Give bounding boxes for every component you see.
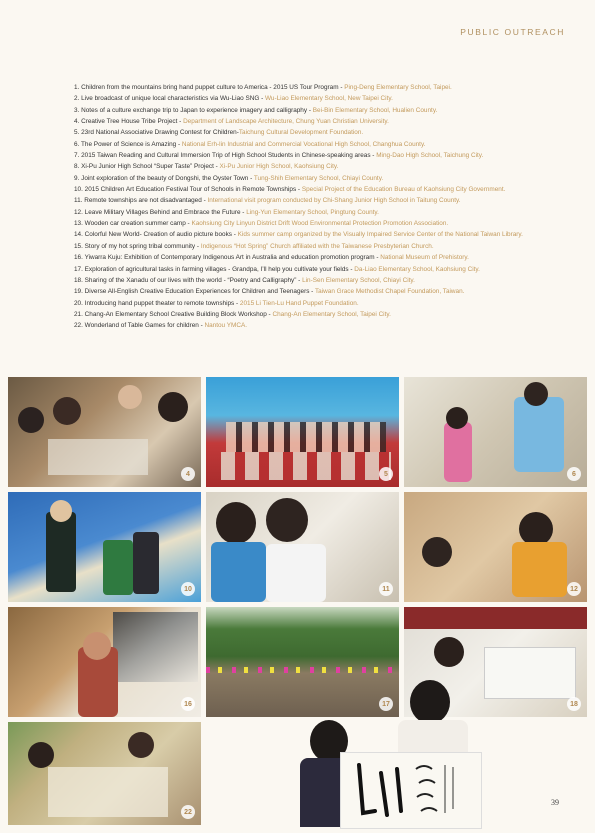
list-item: 20. Introducing hand puppet theater to remote townships - 2015 Li Tien-Lu Hand Puppet Foundation. (74, 299, 359, 307)
photo-22 (8, 722, 201, 825)
list-item: 12. Leave Military Villages Behind and Embrace the Future - Ling-Yun Elementary School, Pingtung County. (74, 208, 379, 216)
photo-10 (8, 492, 201, 602)
photo-number-badge: 5 (379, 467, 393, 481)
photo-number-badge: 11 (379, 582, 393, 596)
photo-number-badge: 10 (181, 582, 195, 596)
list-item: 6. The Power of Science is Amazing - National Erh-lin Industrial and Commercial Vocational High School, Changhua County. (74, 140, 426, 148)
section-header: PUBLIC OUTREACH (460, 27, 565, 37)
list-item: 10. 2015 Children Art Education Festival Tour of Schools in Remote Townships - Special Project of the Education Bureau of Kaohsiung City Government. (74, 186, 506, 194)
page-number: 39 (551, 798, 559, 807)
photo-6 (404, 377, 587, 487)
photo-5 (206, 377, 399, 487)
list-item: 15. Story of my hot spring tribal community - Indigenous “Hot Spring” Church affiliated with the Taiwanese Presbyterian Church. (74, 242, 434, 250)
list-item: 16. Yiwarra Kuju: Exhibition of Contemporary Indigenous Art in Australia and education promotion program - National Museum of Prehistory. (74, 254, 469, 262)
photo-16 (8, 607, 201, 717)
list-item: 11. Remote townships are not disadvantaged - International visit program conducted by Chi-Shang Junior High School in Taitung County. (74, 197, 461, 205)
list-item: 1. Children from the mountains bring hand puppet culture to America - 2015 US Tour Program - Ping-Deng Elementary School, Taipei. (74, 84, 452, 91)
list-item: 18. Sharing of the Xanadu of our lives with the world - “Poetry and Calligraphy” - Lin-Sen Elementary School, Chiayi City. (74, 276, 415, 284)
list-item: 2. Live broadcast of unique local characteristics via Wu-Liao SNG - Wu-Liao Elementary School, New Taipei City. (74, 95, 393, 103)
photo-number-badge: 12 (567, 582, 581, 596)
photo-number-badge: 6 (567, 467, 581, 481)
project-list (74, 82, 554, 332)
list-item: 3. Notes of a culture exchange trip to Japan to experience imagery and calligraphy - Bei-Bin Elementary School, Hualien County. (74, 106, 438, 114)
list-item: 22. Wonderland of Table Games for children - Nantou YMCA. (74, 322, 248, 330)
list-item: 4. Creative Tree House Tribe Project - Department of Landscape Architecture, Chung Yuan Christian University. (74, 118, 389, 126)
photo-number-badge: 18 (567, 697, 581, 711)
calligraphy-scroll (340, 752, 482, 829)
list-item: 14. Colorful New World- Creation of audio picture books - Kids summer camp organized by the Visually Impaired Service Center of the National Taiwan Library. (74, 231, 523, 239)
list-item: 8. Xi-Pu Junior High School “Super Taste” Project - Xi-Pu Junior High School, Kaohsiung City. (74, 163, 339, 171)
list-item: 19. Diverse All-English Creative Education Experiences for Children and Teenagers - Taiwan Grace Methodist Chapel Foundation, Taiwan. (74, 288, 465, 296)
list-item: 9. Joint exploration of the beauty of Dongshi, the Oyster Town - Tung-Shih Elementary School, Chiayi County. (74, 174, 384, 182)
photo-number-badge: 22 (181, 805, 195, 819)
photo-number-badge: 16 (181, 697, 195, 711)
list-item: 21. Chang-An Elementary School Creative Building Block Workshop - Chang-An Elementary School, Taipei City. (74, 310, 391, 318)
list-item: 17. Exploration of agricultural tasks in farming villages - Grandpa, I’ll help you cultivate your fields - Da-Liao Elementary School, Kaohsiung City. (74, 265, 480, 273)
photo-number-badge: 4 (181, 467, 195, 481)
list-item: 5. 23rd National Associative Drawing Contest for Children-Taichung Cultural Development Foundation. (74, 129, 364, 137)
photo-11 (206, 492, 399, 602)
photo-number-badge: 17 (379, 697, 393, 711)
list-item: 13. Wooden car creation summer camp - Kaohsiung City Linyun District Drift Wood Environmental Protection Promotion Association. (74, 220, 449, 228)
photo-4 (8, 377, 201, 487)
list-item: 7. 2015 Taiwan Reading and Cultural Immersion Trip of High School Students in Chinese-speaking areas - Ming-Dao High School, Taichung City. (74, 152, 484, 160)
calligraphy-students-photo (280, 680, 500, 827)
photo-12 (404, 492, 587, 602)
